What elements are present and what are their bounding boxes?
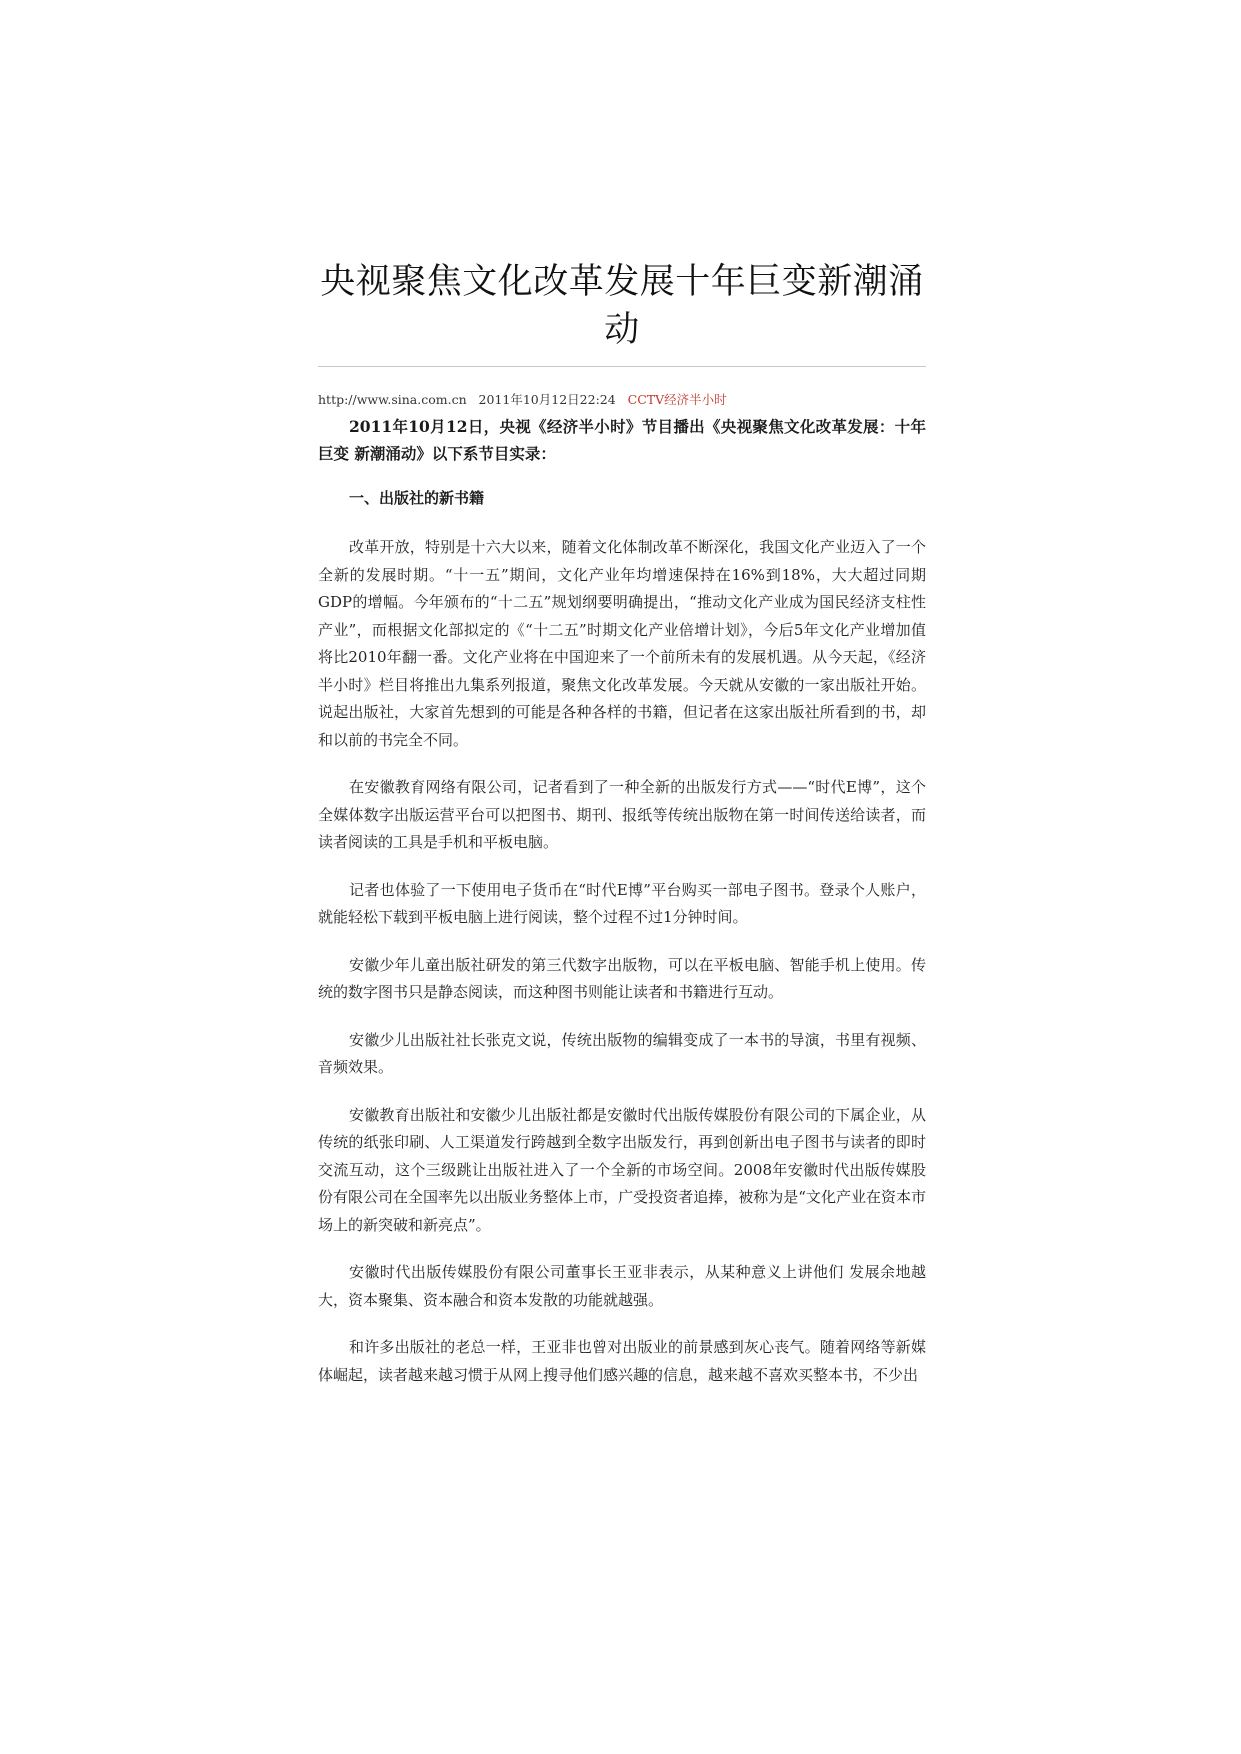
source-url: http://www.sina.com.cn — [318, 392, 467, 407]
body-paragraph: 和许多出版社的老总一样，王亚非也曾对出版业的前景感到灰心丧气。随着网络等新媒体崛起，读者越来越习惯于从网上搜寻他们感兴趣的信息，越来越不喜欢买整本书，不少出 — [318, 1338, 926, 1384]
body-paragraph: 改革开放，特别是十六大以来，随着文化体制改革不断深化，我国文化产业迈入了一个全新的发展时期。“十一五”期间，文化产业年均增速保持在16%到18%，大大超过同期GDP的增幅。今年颁布的“十二五”规划纲要明确提出，“推动文化产业成为国民经济支柱性产业”，而根据文化部拟定的《“十二五”时期文化产业倍增计划》，今后5年文化产业增加值将比2010年翻一番。文化产业将在中国迎来了一个前所未有的发展机遇。从今天起，《经济半小时》栏目将推出九集系列报道，聚焦文化改革发展。今天就从安徽的一家出版社开始。说起出版社，大家首先想到的可能是各种各样的书籍，但记者在这家出版社所看到的书，却和以前的书完全不同。 — [318, 538, 926, 749]
article-body — [318, 534, 926, 1389]
body-paragraph: 安徽少儿出版社社长张克文说，传统出版物的编辑变成了一本书的导演，书里有视频、音频效果。 — [318, 1030, 926, 1076]
section-heading: 一、出版社的新书籍 — [349, 489, 485, 507]
body-paragraph: 安徽少年儿童出版社研发的第三代数字出版物，可以在平板电脑、智能手机上使用。传统的数字图书只是静态阅读，而这种图书则能让读者和书籍进行互动。 — [318, 955, 926, 1001]
article-title: 央视聚焦文化改革发展十年巨变新潮涌动 — [320, 262, 924, 350]
body-paragraph: 在安徽教育网络有限公司，记者看到了一种全新的出版发行方式——“时代E博”，这个全媒体数字出版运营平台可以把图书、期刊、报纸等传统出版物在第一时间传送给读者，而读者阅读的工具是手机和平板电脑。 — [318, 778, 926, 851]
publish-datetime: 2011年10月12日22:24 — [478, 392, 616, 407]
source-name: CCTV经济半小时 — [627, 392, 727, 407]
article-meta — [318, 391, 926, 409]
body-paragraph: 安徽时代出版传媒股份有限公司董事长王亚非表示，从某种意义上讲他们 发展余地越大，资本聚集、资本融合和资本发散的功能就越强。 — [318, 1263, 926, 1309]
title-divider — [318, 366, 926, 367]
lead-paragraph: 2011年10月12日，央视《经济半小时》节目播出《央视聚焦文化改革发展：十年巨变 新潮涌动》以下系节目实录： — [318, 417, 926, 463]
body-paragraph: 记者也体验了一下使用电子货币在“时代E博”平台购买一部电子图书。登录个人账户，就能轻松下载到平板电脑上进行阅读，整个过程不过1分钟时间。 — [318, 880, 926, 926]
article-page — [318, 258, 926, 1389]
body-paragraph: 安徽教育出版社和安徽少儿出版社都是安徽时代出版传媒股份有限公司的下属企业，从传统的纸张印刷、人工渠道发行跨越到全数字出版发行，再到创新出电子图书与读者的即时交流互动，这个三级跳让出版社进入了一个全新的市场空间。2008年安徽时代出版传媒股份有限公司在全国率先以出版业务整体上市，广受投资者追捧，被称为是“文化产业在资本市场上的新突破和新亮点”。 — [318, 1105, 926, 1234]
